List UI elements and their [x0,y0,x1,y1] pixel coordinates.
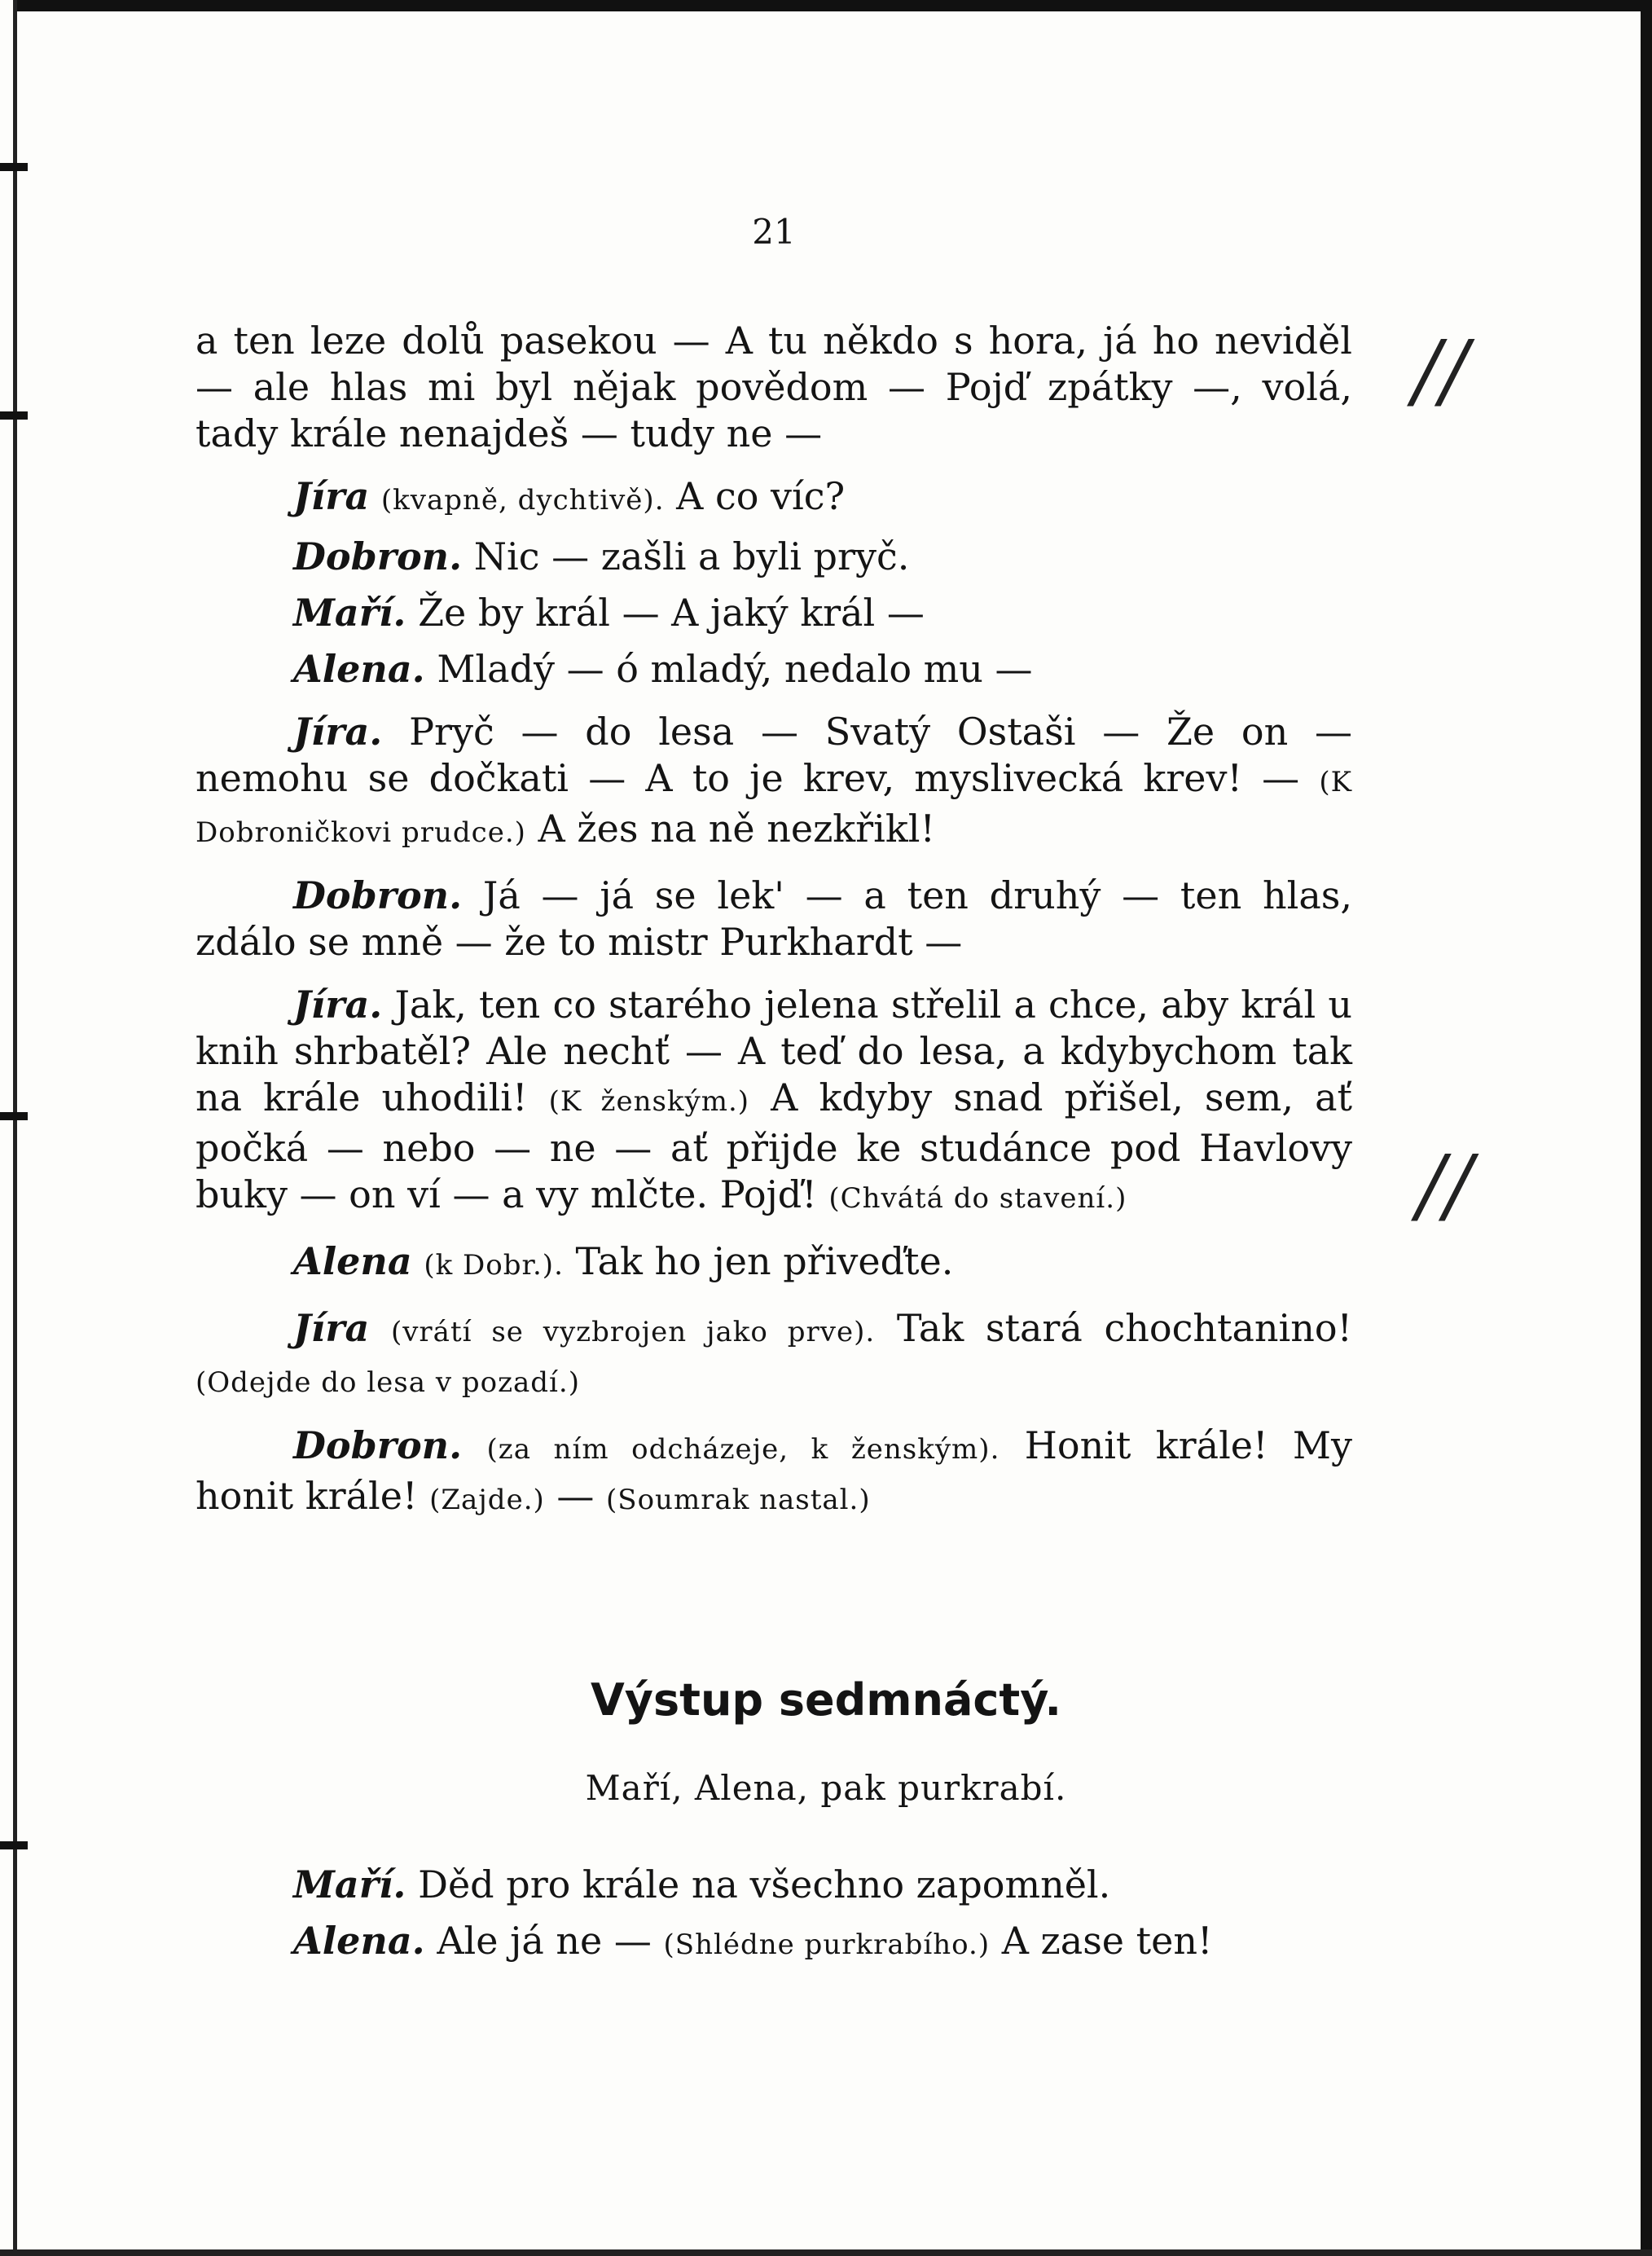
speaker-name: Alena. [293,647,425,691]
line-text: Jak, ten co starého jelena střelil a chce, aby král u knih shrbatěl? Ale nechť — A teď do lesa, a kdybychom tak na krále uhodili! [196,983,1352,1119]
dialogue-line [196,1423,1352,1524]
speaker-name: Jíra [293,1306,370,1350]
line-text: Ale já ne — [437,1919,652,1963]
line-text: Tak ho jen přiveďte. [575,1239,954,1283]
dialogue-line [196,473,1352,524]
stage-direction: (Chvátá do stavení.) [828,1182,1127,1215]
line-text: A žes na ně nezkřikl! [538,807,935,851]
scan-edge-left [0,0,17,2256]
scene-text [196,318,1352,1524]
speaker-name: Dobron. [293,873,463,917]
binding-mark [0,163,28,171]
dialogue-line [196,873,1352,965]
dialogue-line [196,709,1352,856]
speaker-name: Jíra. [293,710,383,754]
binding-mark [0,1112,28,1120]
binding-mark [0,411,28,420]
stage-direction: (vrátí se vyzbrojen jako prve). [390,1316,876,1348]
scan-edge-bottom [0,2249,1652,2256]
line-text: A zase ten! [1001,1919,1213,1963]
margin-mark: // [1417,1137,1473,1233]
speaker-name: Dobron. [293,1423,463,1467]
stage-direction: (K Dobroničkovi prudce.) [196,766,1353,849]
line-text: Děd pro krále na všechno zapomněl. [418,1862,1111,1906]
speaker-name: Alena. [293,1919,425,1963]
scan-edge-right [1641,0,1652,2256]
dialogue-line [196,1305,1352,1406]
margin-mark: // [1413,323,1469,418]
line-text: Já — já se lek' — a ten druhý — ten hlas, zdálo se mně — že to mistr Purkhardt — [196,873,1353,964]
line-text: A kdyby snad přišel, sem, ať počká — nebo — ne — ať přijde ke studánce pod Havlovy buky — on ví — a vy mlčte. Pojď! [196,1075,1353,1216]
prose-paragraph [196,318,1352,457]
scan-edge-top [0,0,1652,11]
line-text: Tak stará chochtanino! [896,1306,1353,1350]
line-text: Nic — zašli a byli pryč. [473,534,910,578]
stage-direction: (Zajde.) [429,1484,545,1516]
speaker-name: Maří. [293,1862,406,1906]
stage-direction: (za ním odcházeje, k ženským). [486,1433,1000,1466]
dialogue-line [196,1238,1352,1289]
binding-mark [0,1841,28,1849]
stage-direction: (Shlédne purkrabího.) [663,1928,991,1961]
stage-direction: (Odejde do lesa v pozadí.) [196,1366,580,1399]
line-text: Honit krále! My honit krále! [196,1423,1353,1518]
dialogue-line [196,1862,1352,1908]
stage-direction: (kvapně, dychtivě). [380,484,665,517]
speaker-name: Dobron. [293,534,463,578]
dialogue-line [196,646,1352,693]
line-text: — [556,1474,595,1518]
stage-direction: (Soumrak nastal.) [606,1484,871,1516]
next-scene-text [196,1862,1352,1968]
speaker-name: Alena [293,1239,412,1283]
line-text: A co víc? [676,474,846,518]
scene-characters: Maří, Alena, pak purkrabí. [585,1768,1067,1808]
dialogue-line [196,590,1352,636]
scene-heading: Výstup sedmnáctý. [591,1674,1061,1726]
speaker-name: Jíra [293,474,370,518]
speaker-name: Jíra. [293,983,383,1027]
dialogue-line [196,534,1352,580]
dialogue-line [196,1918,1352,1968]
line-text: Pryč — do lesa — Svatý Ostaši — Že on — nemohu se dočkati — A to je krev, myslivecká krev! — [196,710,1353,800]
page-number: 21 [752,212,796,252]
line-text: Mladý — ó mladý, nedalo mu — [437,647,1033,691]
line-text: Že by král — A jaký král — [418,591,925,635]
dialogue-line [196,982,1352,1222]
stage-direction: (K ženským.) [548,1085,750,1118]
line-text: a ten leze dolů pasekou — A tu někdo s hora, já ho neviděl — ale hlas mi byl nějak povědom — Pojď zpátky —, volá, tady krále nenajdeš — tudy ne — [196,319,1352,455]
stage-direction: (k Dobr.). [424,1249,564,1282]
speaker-name: Maří. [293,591,406,635]
